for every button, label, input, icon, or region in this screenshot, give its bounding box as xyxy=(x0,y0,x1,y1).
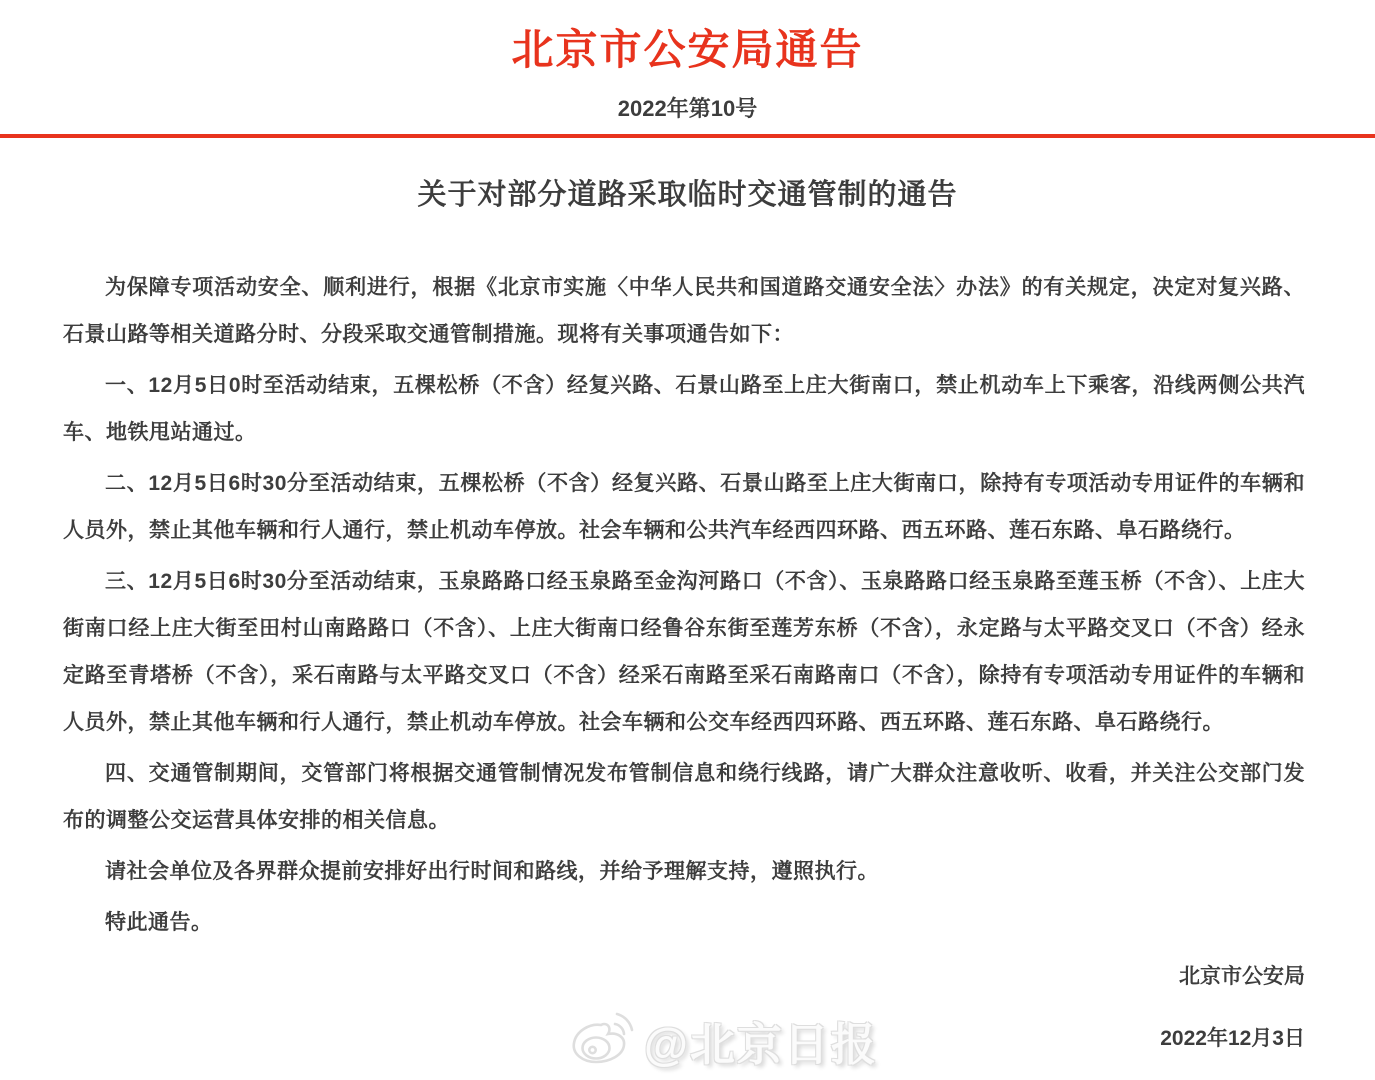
notice-body xyxy=(63,264,1305,946)
issuer-signature: 北京市公安局 xyxy=(1179,965,1305,988)
notice-header-title: 北京市公安局通告 xyxy=(511,26,864,73)
notice-paragraph-intro: 为保障专项活动安全、顺利进行，根据《北京市实施〈中华人民共和国道路交通安全法〉办法》的有关规定，决定对复兴路、石景山路等相关道路分时、分段采取交通管制措施。现将有关事项通告如下： xyxy=(63,276,1305,346)
notice-paragraph-item3: 三、12月5日6时30分至活动结束，玉泉路路口经玉泉路至金沟河路口（不含）、玉泉路路口经玉泉路至莲玉桥（不含）、上庄大街南口经上庄大街至田村山南路路口（不含）、上庄大街南口经鲁谷东街至莲芳东桥（不含），永定路与太平路交叉口（不含）经永定路至青塔桥（不含），采石南路与太平路交叉口（不含）经采石南路至采石南路南口（不含），除持有专项活动专用证件的车辆和人员外，禁止其他车辆和行人通行，禁止机动车停放。社会车辆和公交车经西四环路、西五环路、莲石东路、阜石路绕行。 xyxy=(63,570,1305,734)
notice-paragraph-item1: 一、12月5日0时至活动结束，五棵松桥（不含）经复兴路、石景山路至上庄大街南口，禁止机动车上下乘客，沿线两侧公共汽车、地铁甩站通过。 xyxy=(63,374,1305,444)
watermark-label: @北京日报 xyxy=(644,1019,878,1070)
notice-paragraph-appeal: 请社会单位及各界群众提前安排好出行时间和路线，并给予理解支持，遵照执行。 xyxy=(105,860,879,883)
signature-block xyxy=(0,953,1375,1062)
red-divider-line xyxy=(0,134,1375,138)
document-title: 关于对部分道路采取临时交通管制的通告 xyxy=(417,179,958,211)
issue-number: 2022年第10号 xyxy=(617,96,758,121)
issue-date: 2022年12月3日 xyxy=(1160,1027,1305,1050)
notice-paragraph-closing: 特此通告。 xyxy=(105,911,213,934)
notice-paragraph-item2: 二、12月5日6时30分至活动结束，五棵松桥（不含）经复兴路、石景山路至上庄大街南口，除持有专项活动专用证件的车辆和人员外，禁止其他车辆和行人通行，禁止机动车停放。社会车辆和公共汽车经西四环路、西五环路、莲石东路、阜石路绕行。 xyxy=(63,472,1305,542)
notice-paragraph-item4: 四、交通管制期间，交管部门将根据交通管制情况发布管制信息和绕行线路，请广大群众注意收听、收看，并关注公交部门发布的调整公交运营具体安排的相关信息。 xyxy=(63,762,1305,832)
